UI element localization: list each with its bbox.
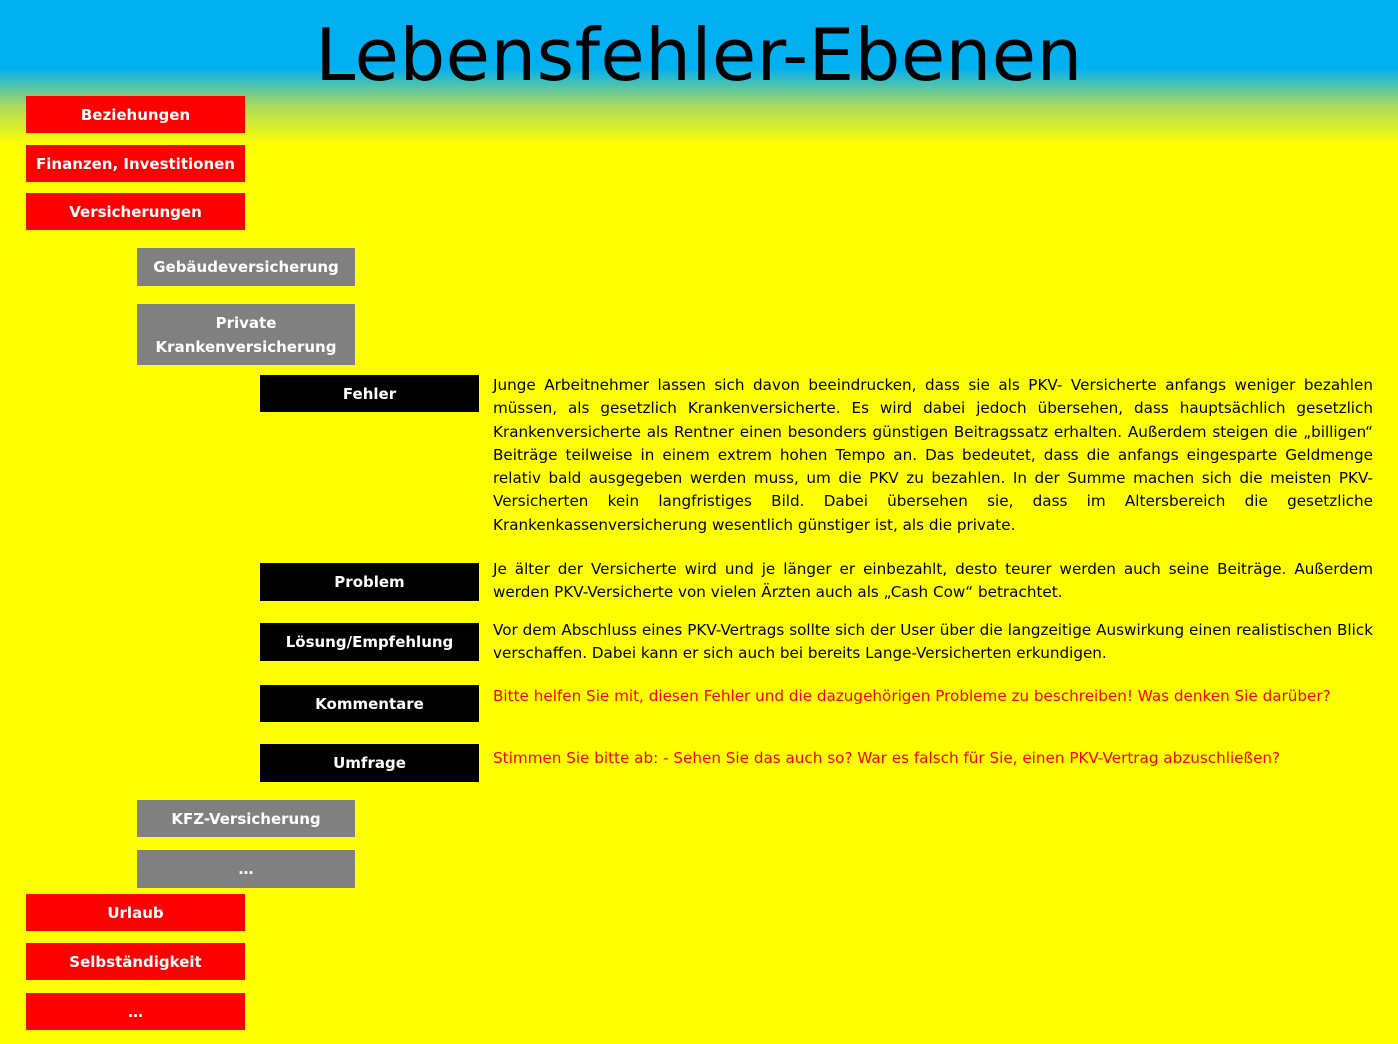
category-finanzen-investitionen[interactable]: Finanzen, Investitionen [26, 145, 245, 182]
category-beziehungen[interactable]: Beziehungen [26, 96, 245, 133]
item-problem[interactable]: Problem [260, 563, 479, 601]
category-versicherungen[interactable]: Versicherungen [26, 193, 245, 230]
item-kommentare[interactable]: Kommentare [260, 685, 479, 722]
kommentare-text: Bitte helfen Sie mit, diesen Fehler und die dazugehörigen Probleme zu beschreiben! Was denken Sie darüber? [493, 687, 1331, 705]
loesung-text: Vor dem Abschluss eines PKV-Vertrags sollte sich der User über die langzeitige Auswirkung einen realistischen Blick verschaffen. Dabei kann er sich auch bei bereits Lange-Versicherten erkundigen. [493, 621, 1373, 663]
fehler-text: Junge Arbeitnehmer lassen sich davon beeindrucken, dass sie als PKV- Versicherte anfangs weniger bezahlen müssen, als gesetzlich Krankenversicherte. Es wird dabei jedoch übersehen, dass hauptsächlich gesetzlich Krankenversicherte als Rentner einen besonders günstigen Beitragssatz erhalten. Außerdem steigen die „billigen“ Beiträge teilweise in einem extrem hohen Tempo an. Das bedeutet, dass die anfangs eingesparte Geldmenge relativ bald ausgegeben werden muss, um die PKV zu bezahlen. In der Summe machen sich die meisten PKV-Versicherten kein langfristiges Bild. Dabei übersehen sie, dass im Altersbereich die gesetzliche Krankenkassenversicherung wesentlich günstiger ist, als die private. [493, 376, 1373, 534]
subcategory-more[interactable]: … [137, 850, 355, 888]
subcategory-kfz-versicherung[interactable]: KFZ-Versicherung [137, 800, 355, 837]
page-title: Lebensfehler-Ebenen [315, 13, 1083, 97]
item-fehler[interactable]: Fehler [260, 375, 479, 412]
item-loesung-empfehlung[interactable]: Lösung/Empfehlung [260, 623, 479, 661]
problem-text: Je älter der Versicherte wird und je länger er einbezahlt, desto teurer werden auch seine Beiträge. Außerdem werden PKV-Versicherte von vielen Ärzten auch als „Cash Cow“ betrachtet. [493, 560, 1373, 602]
item-umfrage[interactable]: Umfrage [260, 744, 479, 782]
category-more[interactable]: … [26, 993, 245, 1030]
subcategory-gebaeudeversicherung[interactable]: Gebäudeversicherung [137, 248, 355, 286]
subcategory-private-krankenversicherung[interactable]: Private Krankenversicherung [137, 304, 355, 365]
umfrage-text: Stimmen Sie bitte ab: - Sehen Sie das auch so? War es falsch für Sie, einen PKV-Vertrag abzuschließen? [493, 749, 1281, 767]
category-urlaub[interactable]: Urlaub [26, 894, 245, 931]
category-selbstaendigkeit[interactable]: Selbständigkeit [26, 943, 245, 980]
